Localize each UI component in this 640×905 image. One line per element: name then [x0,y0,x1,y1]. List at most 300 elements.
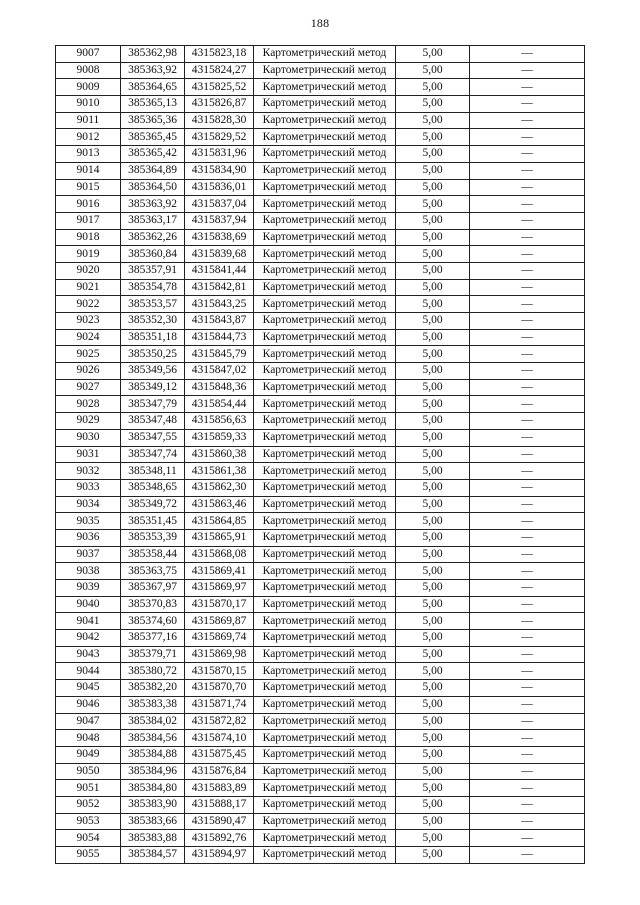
table-row [56,313,585,330]
description-cell: — [470,363,585,380]
accuracy-cell: 5,00 [396,413,470,430]
table-row [56,847,585,864]
description-cell: — [470,146,585,163]
point-number-cell: 9020 [56,262,121,279]
table-row [56,363,585,380]
coordinate-y-cell: 4315843,25 [185,296,254,313]
coordinate-x-cell: 385383,38 [121,696,185,713]
coordinate-x-cell: 385384,02 [121,713,185,730]
table-row [56,179,585,196]
method-cell: Картометрический метод [254,630,396,647]
coordinate-y-cell: 4315838,69 [185,229,254,246]
coordinate-y-cell: 4315869,98 [185,646,254,663]
point-number-cell: 9011 [56,112,121,129]
coordinate-x-cell: 385384,88 [121,746,185,763]
accuracy-cell: 5,00 [396,363,470,380]
table-row [56,513,585,530]
description-cell: — [470,513,585,530]
description-cell: — [470,763,585,780]
coordinate-y-cell: 4315844,73 [185,329,254,346]
accuracy-cell: 5,00 [396,246,470,263]
accuracy-cell: 5,00 [396,212,470,229]
coordinate-x-cell: 385384,56 [121,730,185,747]
description-cell: — [470,46,585,63]
table-row [56,196,585,213]
coordinate-x-cell: 385348,11 [121,463,185,480]
coordinate-y-cell: 4315869,74 [185,630,254,647]
method-cell: Картометрический метод [254,746,396,763]
table-row [56,379,585,396]
table-row [56,96,585,113]
accuracy-cell: 5,00 [396,146,470,163]
coordinate-x-cell: 385364,65 [121,79,185,96]
coordinate-x-cell: 385363,92 [121,196,185,213]
coordinate-y-cell: 4315864,85 [185,513,254,530]
accuracy-cell: 5,00 [396,830,470,847]
description-cell: — [470,179,585,196]
coordinate-x-cell: 385383,90 [121,796,185,813]
coordinate-x-cell: 385364,50 [121,179,185,196]
coordinate-y-cell: 4315888,17 [185,796,254,813]
point-number-cell: 9043 [56,646,121,663]
method-cell: Картометрический метод [254,396,396,413]
table-row [56,62,585,79]
coordinate-y-cell: 4315865,91 [185,529,254,546]
description-cell: — [470,129,585,146]
coordinate-y-cell: 4315828,30 [185,112,254,129]
coordinate-y-cell: 4315841,44 [185,262,254,279]
point-number-cell: 9045 [56,680,121,697]
accuracy-cell: 5,00 [396,429,470,446]
table-row [56,780,585,797]
coordinate-x-cell: 385377,16 [121,630,185,647]
coordinate-y-cell: 4315834,90 [185,162,254,179]
method-cell: Картометрический метод [254,680,396,697]
coordinate-y-cell: 4315843,87 [185,313,254,330]
point-number-cell: 9017 [56,212,121,229]
point-number-cell: 9027 [56,379,121,396]
accuracy-cell: 5,00 [396,813,470,830]
accuracy-cell: 5,00 [396,162,470,179]
accuracy-cell: 5,00 [396,129,470,146]
method-cell: Картометрический метод [254,696,396,713]
coordinate-x-cell: 385382,20 [121,680,185,697]
coordinate-y-cell: 4315892,76 [185,830,254,847]
point-number-cell: 9054 [56,830,121,847]
table-row [56,830,585,847]
accuracy-cell: 5,00 [396,96,470,113]
coordinate-x-cell: 385347,48 [121,413,185,430]
accuracy-cell: 5,00 [396,346,470,363]
coordinate-x-cell: 385357,91 [121,262,185,279]
description-cell: — [470,162,585,179]
coordinate-x-cell: 385360,84 [121,246,185,263]
coordinate-x-cell: 385351,18 [121,329,185,346]
table-row [56,463,585,480]
accuracy-cell: 5,00 [396,646,470,663]
table-row [56,346,585,363]
coordinate-y-cell: 4315870,15 [185,663,254,680]
method-cell: Картометрический метод [254,529,396,546]
accuracy-cell: 5,00 [396,79,470,96]
description-cell: — [470,346,585,363]
accuracy-cell: 5,00 [396,680,470,697]
point-number-cell: 9038 [56,563,121,580]
point-number-cell: 9044 [56,663,121,680]
method-cell: Картометрический метод [254,346,396,363]
description-cell: — [470,596,585,613]
accuracy-cell: 5,00 [396,463,470,480]
point-number-cell: 9032 [56,463,121,480]
method-cell: Картометрический метод [254,730,396,747]
accuracy-cell: 5,00 [396,496,470,513]
coordinate-y-cell: 4315869,87 [185,613,254,630]
description-cell: — [470,446,585,463]
table-row [56,596,585,613]
method-cell: Картометрический метод [254,229,396,246]
table-row [56,446,585,463]
coordinates-table-body [56,46,585,864]
point-number-cell: 9047 [56,713,121,730]
coordinate-x-cell: 385349,12 [121,379,185,396]
description-cell: — [470,847,585,864]
point-number-cell: 9031 [56,446,121,463]
method-cell: Картометрический метод [254,463,396,480]
coordinate-x-cell: 385348,65 [121,479,185,496]
coordinate-x-cell: 385347,74 [121,446,185,463]
point-number-cell: 9033 [56,479,121,496]
coordinate-y-cell: 4315874,10 [185,730,254,747]
coordinate-x-cell: 385362,26 [121,229,185,246]
accuracy-cell: 5,00 [396,112,470,129]
accuracy-cell: 5,00 [396,529,470,546]
method-cell: Картометрический метод [254,62,396,79]
point-number-cell: 9034 [56,496,121,513]
method-cell: Картометрический метод [254,363,396,380]
description-cell: — [470,96,585,113]
point-number-cell: 9014 [56,162,121,179]
point-number-cell: 9037 [56,546,121,563]
coordinate-x-cell: 385384,80 [121,780,185,797]
description-cell: — [470,79,585,96]
coordinate-x-cell: 385350,25 [121,346,185,363]
coordinate-y-cell: 4315824,27 [185,62,254,79]
point-number-cell: 9019 [56,246,121,263]
table-row [56,129,585,146]
coordinate-y-cell: 4315837,94 [185,212,254,229]
table-row [56,329,585,346]
coordinate-y-cell: 4315825,52 [185,79,254,96]
table-row [56,763,585,780]
point-number-cell: 9025 [56,346,121,363]
coordinate-x-cell: 385362,98 [121,46,185,63]
description-cell: — [470,713,585,730]
accuracy-cell: 5,00 [396,62,470,79]
table-row [56,529,585,546]
coordinate-x-cell: 385363,75 [121,563,185,580]
table-row [56,630,585,647]
coordinate-y-cell: 4315869,41 [185,563,254,580]
coordinate-x-cell: 385352,30 [121,313,185,330]
point-number-cell: 9051 [56,780,121,797]
method-cell: Картометрический метод [254,112,396,129]
accuracy-cell: 5,00 [396,479,470,496]
coordinate-y-cell: 4315871,74 [185,696,254,713]
accuracy-cell: 5,00 [396,313,470,330]
description-cell: — [470,429,585,446]
method-cell: Картометрический метод [254,79,396,96]
method-cell: Картометрический метод [254,613,396,630]
description-cell: — [470,563,585,580]
point-number-cell: 9013 [56,146,121,163]
coordinate-y-cell: 4315823,18 [185,46,254,63]
point-number-cell: 9030 [56,429,121,446]
coordinate-y-cell: 4315839,68 [185,246,254,263]
coordinate-x-cell: 385374,60 [121,613,185,630]
description-cell: — [470,396,585,413]
method-cell: Картометрический метод [254,446,396,463]
point-number-cell: 9028 [56,396,121,413]
accuracy-cell: 5,00 [396,179,470,196]
description-cell: — [470,296,585,313]
method-cell: Картометрический метод [254,246,396,263]
coordinate-x-cell: 385363,92 [121,62,185,79]
table-row [56,580,585,597]
point-number-cell: 9008 [56,62,121,79]
table-row [56,46,585,63]
method-cell: Картометрический метод [254,713,396,730]
coordinate-y-cell: 4315870,70 [185,680,254,697]
method-cell: Картометрический метод [254,329,396,346]
coordinate-x-cell: 385353,39 [121,529,185,546]
coordinate-y-cell: 4315860,38 [185,446,254,463]
method-cell: Картометрический метод [254,847,396,864]
description-cell: — [470,246,585,263]
coordinate-x-cell: 385363,17 [121,212,185,229]
accuracy-cell: 5,00 [396,663,470,680]
table-row [56,79,585,96]
coordinate-x-cell: 385384,96 [121,763,185,780]
coordinate-y-cell: 4315875,45 [185,746,254,763]
coordinate-x-cell: 385380,72 [121,663,185,680]
description-cell: — [470,313,585,330]
method-cell: Картометрический метод [254,196,396,213]
method-cell: Картометрический метод [254,129,396,146]
coordinate-x-cell: 385347,55 [121,429,185,446]
point-number-cell: 9041 [56,613,121,630]
method-cell: Картометрический метод [254,813,396,830]
accuracy-cell: 5,00 [396,730,470,747]
method-cell: Картометрический метод [254,313,396,330]
accuracy-cell: 5,00 [396,596,470,613]
table-row [56,262,585,279]
accuracy-cell: 5,00 [396,546,470,563]
point-number-cell: 9012 [56,129,121,146]
table-row [56,296,585,313]
method-cell: Картометрический метод [254,179,396,196]
description-cell: — [470,262,585,279]
description-cell: — [470,796,585,813]
table-row [56,730,585,747]
table-row [56,713,585,730]
point-number-cell: 9007 [56,46,121,63]
coordinates-table [55,45,585,864]
table-row [56,212,585,229]
accuracy-cell: 5,00 [396,763,470,780]
accuracy-cell: 5,00 [396,713,470,730]
table-row [56,680,585,697]
coordinate-y-cell: 4315854,44 [185,396,254,413]
table-row [56,229,585,246]
point-number-cell: 9055 [56,847,121,864]
description-cell: — [470,529,585,546]
point-number-cell: 9029 [56,413,121,430]
accuracy-cell: 5,00 [396,847,470,864]
coordinate-y-cell: 4315859,33 [185,429,254,446]
method-cell: Картометрический метод [254,212,396,229]
coordinate-y-cell: 4315863,46 [185,496,254,513]
point-number-cell: 9023 [56,313,121,330]
method-cell: Картометрический метод [254,663,396,680]
table-row [56,246,585,263]
table-row [56,496,585,513]
description-cell: — [470,696,585,713]
coordinate-x-cell: 385383,66 [121,813,185,830]
point-number-cell: 9022 [56,296,121,313]
method-cell: Картометрический метод [254,513,396,530]
point-number-cell: 9035 [56,513,121,530]
point-number-cell: 9048 [56,730,121,747]
table-row [56,146,585,163]
point-number-cell: 9049 [56,746,121,763]
coordinate-x-cell: 385384,57 [121,847,185,864]
description-cell: — [470,279,585,296]
method-cell: Картометрический метод [254,279,396,296]
description-cell: — [470,479,585,496]
description-cell: — [470,680,585,697]
table-row [56,162,585,179]
coordinate-x-cell: 385383,88 [121,830,185,847]
coordinate-x-cell: 385370,83 [121,596,185,613]
description-cell: — [470,730,585,747]
coordinate-y-cell: 4315894,97 [185,847,254,864]
coordinate-y-cell: 4315862,30 [185,479,254,496]
method-cell: Картометрический метод [254,479,396,496]
coordinate-y-cell: 4315837,04 [185,196,254,213]
description-cell: — [470,329,585,346]
point-number-cell: 9046 [56,696,121,713]
coordinate-x-cell: 385365,42 [121,146,185,163]
description-cell: — [470,630,585,647]
table-row [56,396,585,413]
coordinate-y-cell: 4315872,82 [185,713,254,730]
point-number-cell: 9042 [56,630,121,647]
coordinate-y-cell: 4315876,84 [185,763,254,780]
accuracy-cell: 5,00 [396,613,470,630]
coordinate-y-cell: 4315845,79 [185,346,254,363]
coordinate-x-cell: 385365,13 [121,96,185,113]
coordinate-y-cell: 4315868,08 [185,546,254,563]
coordinate-x-cell: 385351,45 [121,513,185,530]
method-cell: Картометрический метод [254,780,396,797]
description-cell: — [470,613,585,630]
accuracy-cell: 5,00 [396,229,470,246]
method-cell: Картометрический метод [254,379,396,396]
description-cell: — [470,813,585,830]
table-row [56,663,585,680]
point-number-cell: 9010 [56,96,121,113]
coordinate-y-cell: 4315836,01 [185,179,254,196]
coordinate-x-cell: 385367,97 [121,580,185,597]
accuracy-cell: 5,00 [396,46,470,63]
description-cell: — [470,746,585,763]
method-cell: Картометрический метод [254,162,396,179]
accuracy-cell: 5,00 [396,329,470,346]
coordinate-x-cell: 385365,36 [121,112,185,129]
accuracy-cell: 5,00 [396,396,470,413]
description-cell: — [470,379,585,396]
description-cell: — [470,496,585,513]
point-number-cell: 9026 [56,363,121,380]
table-row [56,479,585,496]
accuracy-cell: 5,00 [396,630,470,647]
accuracy-cell: 5,00 [396,196,470,213]
point-number-cell: 9024 [56,329,121,346]
coordinate-y-cell: 4315856,63 [185,413,254,430]
method-cell: Картометрический метод [254,563,396,580]
description-cell: — [470,62,585,79]
coordinate-x-cell: 385365,45 [121,129,185,146]
description-cell: — [470,196,585,213]
table-row [56,112,585,129]
method-cell: Картометрический метод [254,413,396,430]
coordinate-y-cell: 4315831,96 [185,146,254,163]
table-row [56,796,585,813]
coordinate-y-cell: 4315842,81 [185,279,254,296]
accuracy-cell: 5,00 [396,446,470,463]
coordinate-y-cell: 4315890,47 [185,813,254,830]
accuracy-cell: 5,00 [396,580,470,597]
coordinate-x-cell: 385349,72 [121,496,185,513]
accuracy-cell: 5,00 [396,563,470,580]
coordinate-y-cell: 4315883,89 [185,780,254,797]
point-number-cell: 9009 [56,79,121,96]
method-cell: Картометрический метод [254,580,396,597]
coordinate-y-cell: 4315861,38 [185,463,254,480]
point-number-cell: 9039 [56,580,121,597]
coordinate-x-cell: 385347,79 [121,396,185,413]
method-cell: Картометрический метод [254,796,396,813]
method-cell: Картометрический метод [254,763,396,780]
page-number: 188 [310,16,330,30]
point-number-cell: 9050 [56,763,121,780]
point-number-cell: 9015 [56,179,121,196]
description-cell: — [470,463,585,480]
coordinate-y-cell: 4315826,87 [185,96,254,113]
table-row [56,646,585,663]
table-row [56,546,585,563]
coordinate-y-cell: 4315848,36 [185,379,254,396]
accuracy-cell: 5,00 [396,513,470,530]
table-row [56,696,585,713]
point-number-cell: 9036 [56,529,121,546]
coordinate-y-cell: 4315847,02 [185,363,254,380]
coordinate-x-cell: 385358,44 [121,546,185,563]
accuracy-cell: 5,00 [396,780,470,797]
point-number-cell: 9021 [56,279,121,296]
accuracy-cell: 5,00 [396,296,470,313]
coordinate-x-cell: 385353,57 [121,296,185,313]
